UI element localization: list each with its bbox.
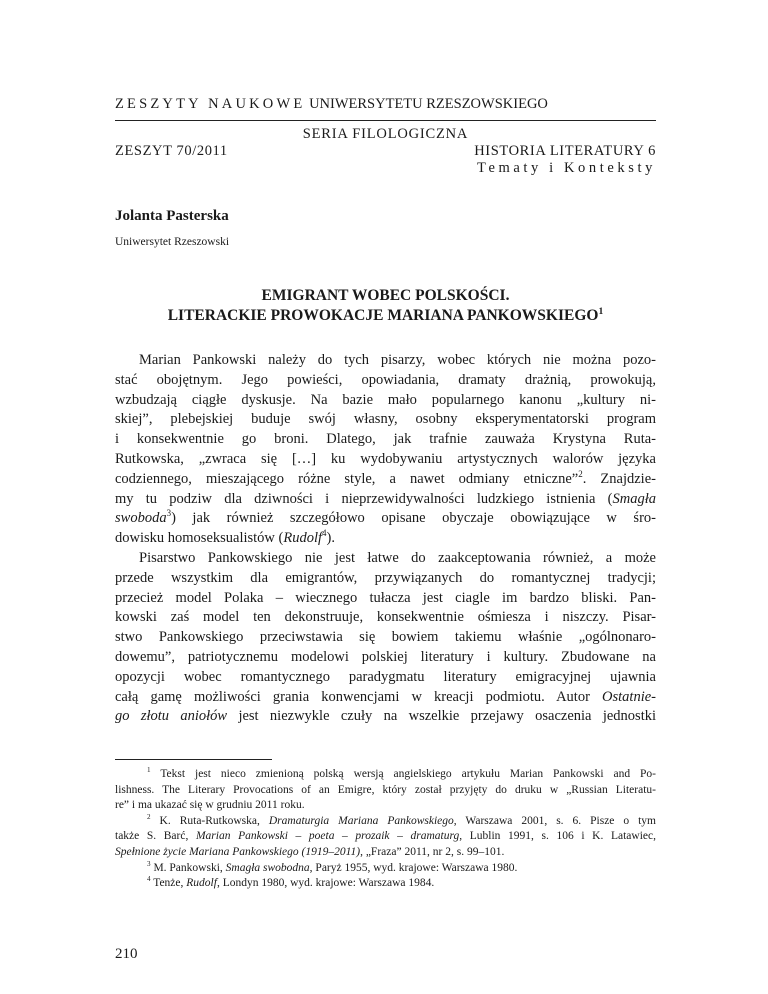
body-line bbox=[115, 707, 656, 727]
footnotes bbox=[115, 767, 656, 892]
footnote-text: , Lublin 1991, s. 106 i K. Latawiec, bbox=[459, 830, 656, 843]
footnote-text: , „Fraza” 2011, nr 2, s. 99–101. bbox=[360, 845, 505, 858]
text-segment: codziennego, mieszającego różne style, a nawet odmiany etniczne” bbox=[115, 470, 579, 487]
issue-number: ZESZYT 70/2011 bbox=[115, 143, 228, 159]
italic-title: go złotu aniołów bbox=[115, 708, 228, 725]
footnote-text: M. Pankowski, bbox=[153, 861, 226, 874]
italic-title: Rudolf bbox=[186, 877, 217, 890]
footnote-number: 3 bbox=[147, 859, 151, 868]
body-line: opozycji wobec romantycznego paradygmatu literatury emigracyjnej ujawnia bbox=[115, 668, 656, 685]
body-line bbox=[115, 509, 656, 529]
body-line: stwo Pankowskiego przeciwstawia się bowiem takiemu właśnie „ogólnonaro- bbox=[115, 629, 656, 646]
body-line: przecież model Polaka – wiecznego tułacza jest ciagle im bardzo bliski. Pan- bbox=[115, 589, 656, 606]
body-line: wzbudzają ciągłe dyskusje. Na bazie mało popularnego kanonu „kultury ni- bbox=[115, 391, 656, 408]
footnote-line bbox=[115, 829, 656, 845]
body-line: i konsekwentnie go broni. Dlatego, jak trafnie zauważa Krystyna Ruta- bbox=[115, 431, 656, 448]
footnote-number: 4 bbox=[147, 875, 151, 884]
italic-title: swoboda bbox=[115, 510, 167, 527]
text-segment: ). bbox=[326, 530, 335, 547]
text-segment: dowisku homoseksualistów ( bbox=[115, 530, 284, 547]
article-title-line2 bbox=[115, 307, 656, 325]
journal-header bbox=[115, 96, 548, 113]
title-text: LITERACKIE PROWOKACJE MARIANA PANKOWSKIEGO bbox=[167, 307, 599, 324]
page-number: 210 bbox=[115, 946, 138, 962]
body-line: Marian Pankowski należy do tych pisarzy, wobec których nie można pozo- bbox=[139, 352, 656, 368]
text-segment: . Znajdzie- bbox=[582, 470, 656, 487]
body-text bbox=[115, 351, 656, 727]
body-line: Pisarstwo Pankowskiego nie jest łatwe do zaakceptowania również, a może bbox=[139, 549, 656, 566]
body-line: kowski zaś model ten dekonstruuje, konsekwentnie ośmiesza i niszczy. Pisar- bbox=[115, 609, 656, 626]
footnote-number: 2 bbox=[147, 812, 151, 821]
text-segment: my tu podziw dla dziwności i nieprzewidywalności ludzkiego istnienia ( bbox=[115, 490, 613, 507]
italic-title: Spełnione życie Mariana Pankowskiego (1919–2011) bbox=[115, 845, 361, 858]
footnote-line bbox=[115, 845, 656, 861]
journal-name-rest: UNIWERSYTETU RZESZOWSKIEGO bbox=[309, 96, 548, 112]
footnote-number: 1 bbox=[147, 766, 151, 775]
body-line: Rutkowska, „zwraca się […] ku wydobywaniu artystycznych walorów języka bbox=[115, 450, 656, 467]
italic-title: Rudolf bbox=[283, 530, 323, 547]
italic-title: Ostatnie- bbox=[602, 688, 656, 705]
italic-title: Smagła swobodna bbox=[225, 861, 310, 874]
body-line: skiej”, plebejskiej buduje swój własny, osobny eksperymentatorski program bbox=[115, 411, 656, 428]
italic-title: Dramaturgia Mariana Pankowskiego bbox=[268, 814, 454, 827]
body-line bbox=[115, 688, 656, 708]
footnote-ref: 4 bbox=[322, 528, 327, 539]
footnote-text: , Warszawa 2001, s. 6. Pisze o tym bbox=[453, 814, 656, 827]
footnote-text: , Londyn 1980, wyd. krajowe: Warszawa 1984. bbox=[216, 877, 435, 890]
body-line: dowemu”, patriotycznemu modelowi polskiej literatury i kultury. Zbudowane na bbox=[115, 648, 656, 665]
title-footnote-ref: 1 bbox=[598, 305, 604, 317]
author-name: Jolanta Pasterska bbox=[115, 208, 229, 224]
footnote-4 bbox=[115, 876, 656, 892]
footnote-1 bbox=[115, 767, 656, 783]
header-rule bbox=[115, 120, 656, 121]
journal-name-spaced: ZESZYTY NAUKOWE bbox=[115, 96, 306, 112]
footnote-text: Tenże, bbox=[153, 877, 187, 890]
article-title-line1: EMIGRANT WOBEC POLSKOŚCI. bbox=[261, 287, 510, 304]
body-line bbox=[115, 490, 656, 510]
body-line: przede wszystkim dla emigrantów, przywiązanych do romantycznej tradycji; bbox=[115, 569, 656, 586]
footnote-2 bbox=[115, 814, 656, 830]
body-line: stać obojętnym. Jego powieści, opowiadania, dramaty drażnią, prowokują, bbox=[115, 371, 656, 388]
body-line bbox=[115, 470, 656, 490]
text-segment: ) jak również szczegółowo opisane obyczaje obowiązujące w śro- bbox=[171, 510, 656, 527]
footnote-ref: 3 bbox=[166, 508, 172, 519]
footnote-text: Tekst jest nieco zmienioną polską wersją angielskiego artykułu Marian Pankowski and Po- bbox=[160, 768, 656, 780]
section-subtitle: Tematy i Konteksty bbox=[477, 160, 656, 176]
footnote-line: lishness. The Literary Provocations of an Emigre, który został przyjęty do druku w „Russian Literatu- bbox=[115, 783, 656, 796]
italic-title: Marian Pankowski – poeta – prozaik – dramaturg bbox=[195, 830, 460, 843]
series-name: SERIA FILOLOGICZNA bbox=[302, 126, 469, 142]
section-name: HISTORIA LITERATURY 6 bbox=[474, 143, 656, 159]
footnote-line: re” i ma ukazać się w grudniu 2011 roku. bbox=[115, 799, 305, 812]
footnote-text: także S. Barć, bbox=[115, 830, 196, 843]
body-line bbox=[115, 529, 656, 549]
footnote-rule bbox=[115, 759, 272, 760]
footnote-text: , Paryż 1955, wyd. krajowe: Warszawa 1980. bbox=[309, 861, 518, 874]
footnote-text: K. Ruta-Rutkowska, bbox=[159, 814, 269, 827]
text-segment: jest niezwykle czuły na wszelkie przejawy osaczenia jednostki bbox=[227, 708, 656, 725]
italic-title: Smagła bbox=[612, 490, 656, 507]
footnote-ref: 2 bbox=[578, 468, 583, 479]
footnote-3 bbox=[115, 861, 656, 877]
author-affiliation: Uniwersytet Rzeszowski bbox=[115, 236, 230, 248]
text-segment: całą gamę możliwości grania konwencjami w kreacji podmiotu. Autor bbox=[115, 688, 603, 705]
